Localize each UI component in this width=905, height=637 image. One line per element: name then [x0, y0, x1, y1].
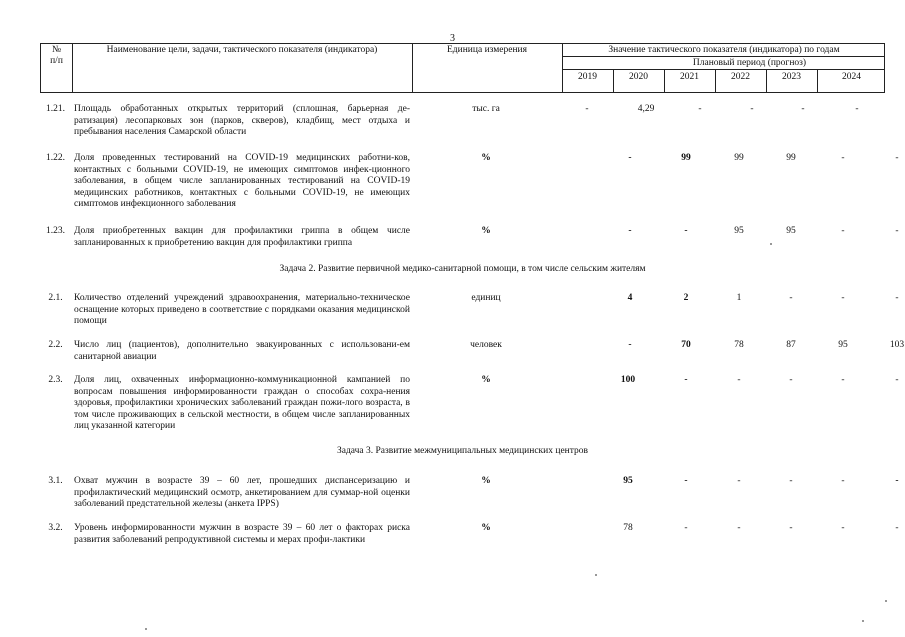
row-description: Доля лиц, охваченных информационно-коммуникационной кампанией по вопросам повышения информированности граждан о способах сохра-нения здоровья, профилактики хронических заболеваний граждан пожи-лого возраста, в том числе проживающих в сельской местности, в общем числе запланированных лиц указанной категории — [74, 375, 410, 432]
value-2022: 99 — [786, 153, 796, 163]
section-task-3: Задача 3. Развитие межмуниципальных медицинских центров — [336, 446, 589, 456]
header-year: 2020 — [629, 72, 648, 82]
section-task-2: Задача 2. Развитие первичной медико-санитарной помощи, в том числе сельским жителям — [279, 264, 646, 274]
row-number: 1.21. — [46, 104, 65, 114]
value-2021: 78 — [734, 340, 744, 350]
value-2023: 95 — [838, 340, 848, 350]
value-2020: - — [684, 375, 688, 385]
row-unit: человек — [470, 340, 502, 350]
header-planned-period: Плановый период (прогноз) — [692, 58, 807, 68]
value-2024: - — [855, 104, 859, 114]
value-2022: - — [789, 523, 793, 533]
row-number: 1.22. — [46, 153, 65, 163]
row-unit: % — [481, 226, 491, 236]
scan-speck — [595, 574, 597, 576]
value-2024: - — [895, 375, 899, 385]
value-2024: - — [895, 153, 899, 163]
value-2021: 1 — [736, 293, 742, 303]
scan-speck — [862, 620, 864, 622]
value-2019: 95 — [623, 476, 633, 486]
value-2022: - — [789, 476, 793, 486]
table-header — [40, 43, 885, 93]
value-2019: - — [628, 226, 632, 236]
row-description: Охват мужчин в возрасте 39 – 60 лет, прошедших диспансеризацию и профилактический медицинский осмотр, анкетированием для суммар-ной оценки заболеваний предстательной железы (анкета IPPS) — [74, 476, 410, 510]
value-2022: 87 — [786, 340, 796, 350]
value-2020: - — [684, 523, 688, 533]
scan-speck — [885, 600, 887, 602]
row-number: 2.2. — [48, 340, 63, 350]
value-2019: 100 — [620, 375, 636, 385]
header-num: № п/п — [50, 45, 63, 66]
value-2024: - — [895, 476, 899, 486]
value-2020: 99 — [681, 153, 691, 163]
row-unit: единиц — [471, 293, 501, 303]
row-number: 3.1. — [48, 476, 63, 486]
row-number: 3.2. — [48, 523, 63, 533]
row-description: Уровень информированности мужчин в возрасте 39 – 60 лет о факторах риска развития заболеваний репродуктивной системы и мерах профи-лактики — [74, 523, 410, 545]
value-2023: - — [841, 476, 845, 486]
row-number: 2.3. — [48, 375, 63, 385]
header-unit: Единица измерения — [447, 45, 527, 55]
value-2023: - — [841, 375, 845, 385]
value-2023: - — [841, 523, 845, 533]
value-2019: - — [585, 104, 589, 114]
value-2023: - — [801, 104, 805, 114]
row-unit: % — [481, 476, 491, 486]
value-2024: 103 — [889, 340, 905, 350]
value-2019: - — [628, 340, 632, 350]
header-year: 2022 — [731, 72, 750, 82]
value-2019: 4 — [627, 293, 633, 303]
value-2019: 78 — [623, 523, 633, 533]
value-2022: 95 — [786, 226, 796, 236]
row-description: Доля проведенных тестирований на COVID-19 медицинских работни-ков, контактных с больными COVID-19, не имеющих симптомов инфек-ционного заболевания, в общем числе запланированных тестирований на COVID-19 медицинских работников, контактных с больными COVID-19, не имеющих симптомов инфекционного заболевания — [74, 153, 410, 210]
value-2020: - — [684, 226, 688, 236]
scan-speck — [770, 243, 772, 245]
row-number: 1.23. — [46, 226, 65, 236]
row-unit: тыс. га — [472, 104, 500, 114]
value-2022: - — [750, 104, 754, 114]
value-2021: - — [698, 104, 702, 114]
value-2023: - — [841, 226, 845, 236]
row-description: Площадь обработанных открытых территорий (сплошная, барьерная де-ратизация) лесопарковых зон (парков, скверов), кладбищ, мест отдыха и пребывания населения Самарской области — [74, 104, 410, 138]
value-2022: - — [789, 375, 793, 385]
value-2021: - — [737, 523, 741, 533]
value-2023: - — [841, 153, 845, 163]
row-description: Число лиц (пациентов), дополнительно эвакуированных с использовани-ем санитарной авиации — [74, 340, 410, 362]
value-2019: - — [628, 153, 632, 163]
header-year: 2019 — [578, 72, 597, 82]
value-2020: 70 — [681, 340, 691, 350]
header-name: Наименование цели, задачи, тактического показателя (индикатора) — [106, 45, 378, 55]
row-unit: % — [481, 523, 491, 533]
row-number: 2.1. — [48, 293, 63, 303]
value-2021: 95 — [734, 226, 744, 236]
value-2020: 4,29 — [637, 104, 655, 114]
value-2024: - — [895, 226, 899, 236]
header-year: 2024 — [842, 72, 861, 82]
scan-speck — [145, 628, 147, 630]
page-number: 3 — [450, 33, 455, 44]
header-year: 2023 — [782, 72, 801, 82]
header-values-title: Значение тактического показателя (индикатора) по годам — [608, 45, 840, 55]
value-2020: - — [684, 476, 688, 486]
value-2024: - — [895, 293, 899, 303]
value-2020: 2 — [683, 293, 689, 303]
value-2021: 99 — [734, 153, 744, 163]
row-unit: % — [481, 153, 491, 163]
row-description: Количество отделений учреждений здравоохранения, материально-техническое оснащение которых приведено в соответствие с порядками оказания медицинской помощи — [74, 293, 410, 327]
value-2022: - — [789, 293, 793, 303]
value-2023: - — [841, 293, 845, 303]
value-2024: - — [895, 523, 899, 533]
value-2021: - — [737, 476, 741, 486]
value-2021: - — [737, 375, 741, 385]
row-description: Доля приобретенных вакцин для профилактики гриппа в общем числе запланированных к приобретению вакцин для профилактики гриппа — [74, 226, 410, 248]
header-year: 2021 — [680, 72, 699, 82]
row-unit: % — [481, 375, 491, 385]
